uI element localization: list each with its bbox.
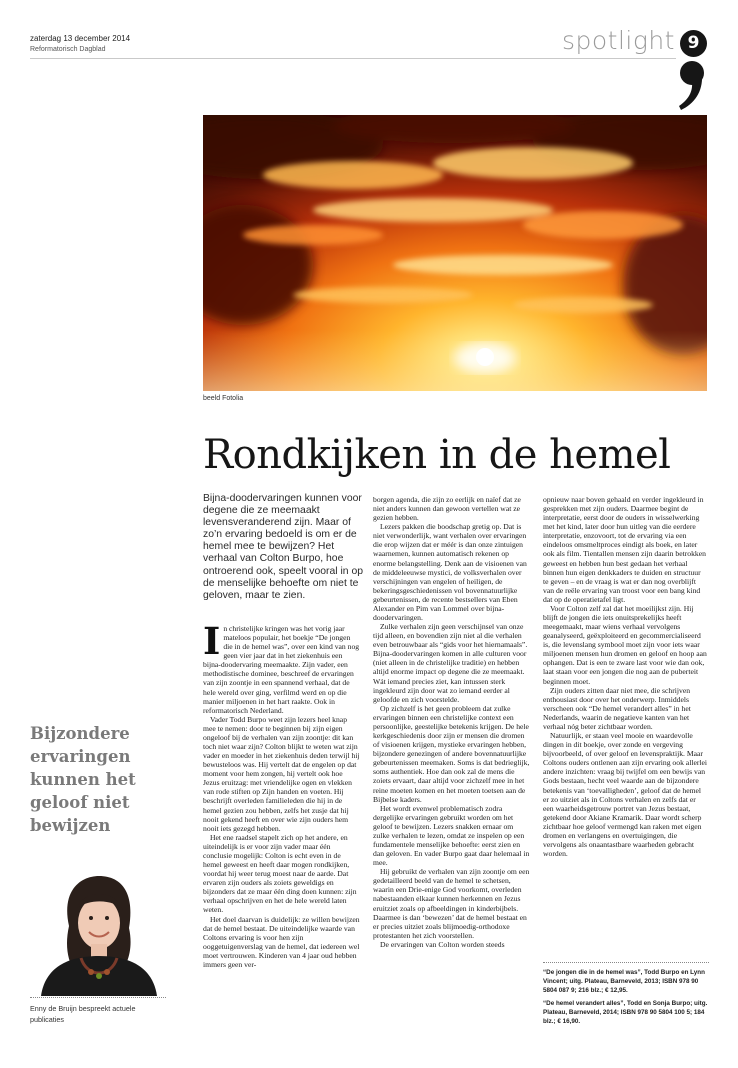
paragraph: opnieuw naar boven gehaald en verder ingekleurd in gesprekken met zijn ouders. Daarmee begint de interpretatie, eerst door de ouders in wisselwerking met het kind, later door hun uitleg van die eerdere interpretatie, enzovoort, tot de ervaring via een eindeloos omsmeltproces eindigt als boek, en later ook als film. Tientallen mensen zijn daarin betrokken geweest en hebben hun best gedaan het verhaal binnen hun eigen denkkaders te duiden en structuur te geven – en de vraag is wat er dan nog overblijft van de reële ervaring van troost voor een bang kind dat op de operatietafel ligt.: [543, 495, 706, 604]
paragraph: borgen agenda, die zijn zo eerlijk en naïef dat ze niet anders kunnen dan gewoon vertellen wat ze gezien hebben.: [373, 495, 521, 523]
drop-cap: I: [203, 619, 221, 663]
paragraph: Lezers pakken die boodschap gretig op. Dat is niet verwonderlijk, want verhalen over ervaringen die erop wijzen dat er méér is dan onze zintuigen waarnemen, kunnen automatisch rekenen op enorme belangstelling. Denk aan de visioenen van de middeleeuwse mystici, de volksverhalen over verschijningen van engelen of heiligen, de bekeringsgeschiedenissen vol bovennatuurlijke gebeurtenissen, de recente bestsellers van Eben Alexander en Pim van Lommel over bijna-doodervaringen.: [373, 522, 527, 623]
author-caption: Enny de Bruijn bespreekt actuele publicaties: [30, 1004, 136, 1024]
book-reference: “De hemel verandert alles”, Todd en Sonja Burpo; uitg. Plateau, Barneveld, 2014; ISBN 978 90 5804 100 5; 184 blz.; € 16,90.: [543, 1000, 708, 1025]
header-rule: [30, 58, 676, 59]
comma-icon: [672, 60, 712, 112]
sunset-sky-illustration: [203, 115, 707, 391]
paragraph: Op zichzelf is het geen probleem dat zulke ervaringen binnen een christelijke context een persoonlijke, geestelijke betekenis krijgen. De hele kerkgeschiedenis door zijn er mensen die dromen of visioenen krijgen, mystieke ervaringen hebben, bijzondere genezingen of andere bovennatuurlijke gebeurtenissen meemaken. Soms is dat bedrieglijk, soms authentiek. Hoe dan ook zal de mens die zoiets ervaart, daar altijd voor zichzelf mee in het reine moeten komen en het moeten toetsen aan de Bijbelse kaders.: [373, 703, 530, 804]
paragraph: Natuurlijk, er staan veel mooie en waardevolle dingen in dit boekje, over zonde en vergeving bijvoorbeeld, of over geloof en levenspraktijk. Maar Coltons ouders ontlenen aan zijn ervaring ook allerlei andere inzichten: vraag bij twijfel om een bewijs van Gods bestaan, hecht veel waarde aan de bijzondere betekenis van ‘toevalligheden’, geloof dat de hemel er zo uitziet als in Coltons verhalen en zelfs dat er een waarheidsgetrouw portret van Jezus bestaat, getekend door Akiane Kramarik. Daar wordt scherp zichtbaar hoe geloof vermengd kan raken met eigen dromen en verlangens en overtuigingen, die vervolgens als onaantastbare waarheden gebracht worden.: [543, 731, 708, 859]
paragraph: Hij gebruikt de verhalen van zijn zoontje om een gedetailleerd beeld van de hemel te schetsen, waarin een Drie-enige God voorkomt, overleden nabestaanden elkaar kunnen herkennen en Jezus eruitziet zoals op afbeeldingen in kinderbijbels. Daarmee is dan ‘bewezen’ dat de hemel bestaat en er precies uitziet zoals blijmoedig-orthodoxe protestanten het zich voorstellen.: [373, 867, 530, 940]
paragraph: De ervaringen van Colton worden steeds: [380, 939, 505, 949]
books-divider: [543, 962, 709, 963]
article-intro: Bijna-doodervaringen kunnen voor degene die ze meemaakt levensveranderend zijn. Maar of zo’n ervaring bedoeld is om er de hemel mee te bewijzen? Het verhaal van Colton Burpo, hoe ontroerend ook, speelt vooral in op de menselijke behoefte om niet te geloven, maar te zien.: [203, 493, 364, 601]
article-column-3: [543, 495, 707, 858]
article-column-1: [203, 619, 361, 969]
book-reference: “De jongen die in de hemel was”, Todd Burpo en Lynn Vincent; uitg. Plateau, Barneveld, 2013; ISBN 978 90 5804 087 9; 216 blz.; € 12,95.: [543, 969, 705, 994]
paragraph: Zulke verhalen zijn geen verschijnsel van onze tijd alleen, en bovendien zijn niet al die verhalen even betrouwbaar als “gids voor het hiernamaals”. Bijna-doodervaringen komen in alle culturen voor (niet alleen in de christelijke traditie) en hebben altijd enorme impact op degene die ze meemaakt. Wát iemand precies ziet, kan intussen sterk ingekleurd zijn door wat zo iemand eerder al geloofde en zich voorstelde.: [373, 622, 528, 704]
paragraph: Het wordt evenwel problematisch zodra dergelijke ervaringen gebruikt worden om het geloof te bewijzen. Lezers snakken ernaar om zulke verhalen te lezen, omdat ze inspelen op een fundamentele menselijke behoefte: eerst zien en dan geloven. En vader Burpo gaat daar helemaal in mee.: [373, 803, 530, 868]
photo-credit: beeld Fotolia: [203, 395, 244, 402]
paragraph: Vader Todd Burpo weet zijn lezers heel knap mee te nemen: door te beginnen bij zijn eigen ongeloof bij de verhalen van zijn zoontje: dit kan toch niet waar zijn? Colton blijkt te weten wat zijn vader en moeder in het ziekenhuis deden terwijl hij bewusteloos was. Hij vertelt dat de engelen op dat moment voor hem zongen, hij vertelt ook hoe Jezus eruitzag: met vriendelijke ogen en vlekken van rode stiften op Zijn handen en voeten. Hij beschrijft overleden familieleden die hij in de hemel gezien zou hebben, zelfs het zusje dat hij nooit gekend heeft en over wie zijn ouders hem nooit iets gezegd hebben.: [203, 714, 360, 833]
author-divider: [30, 997, 166, 998]
page-number: 9: [687, 33, 700, 53]
paragraph: Voor Colton zelf zal dat het moeilijkst zijn. Hij blijft de jongen die iets onuitsprekelijks heeft meegemaakt, maar wiens verhaal vervolgens geanalyseerd, geëxploiteerd en gecommercialiseerd is, die levenslang symbool moet zijn voor iets waar miljoenen mensen hun dromen en geloof en hoop aan ophangen. Dat is een te zware last voor wie dan ook, laat staan voor een jongen die nog aan de puberteit beginnen moet.: [543, 603, 707, 686]
paragraph: Het doel daarvan is duidelijk: ze willen bewijzen dat de hemel bestaat. De uiteindelijke waarde van Coltons ervaring is voor hen zijn ooggetuigenverslag van de hemel, dat iedereen wel moet vertrouwen. Kinderen van 4 jaar oud hebben immers geen ver-: [203, 914, 360, 969]
paragraph: Zijn ouders zitten daar niet mee, die schrijven enthousiast door over het onderwerp. Inmiddels verscheen ook “De hemel verandert alles” in het Nederlands, waarin de negatieve kanten van het verhaal nóg beter zichtbaar worden.: [543, 685, 691, 731]
paragraph: Het ene raadsel stapelt zich op het andere, en uiteindelijk is er voor zijn vader maar één conclusie mogelijk: Colton is echt even in de hemel geweest en heeft daar mogen rondkijken, voordat hij weer terug moest naar de aarde. Dat ervaren zijn ouders als zoiets geweldigs en bijzonders dat ze maar één ding doen kunnen: zijn verhaal opschrijven en het de hele wereld laten weten.: [203, 832, 357, 915]
article-headline: Rondkijken in de hemel: [203, 432, 671, 478]
pull-quote: Bijzondere ervaringen kunnen het geloof niet bewijzen: [30, 724, 136, 835]
section-title: spotlight: [561, 26, 675, 55]
author-photo: [37, 868, 160, 996]
issue-date: zaterdag 13 december 2014: [30, 34, 131, 43]
book-references: [543, 968, 709, 1030]
newspaper-name: Reformatorisch Dagblad: [30, 46, 106, 53]
paragraph: In christelijke kringen was het vorig jaar mateloos populair, het boekje “De jongen die in de hemel was”, over een kind van nog geen vier jaar dat in het ziekenhuis een bijna-doodervaring meemaakte. Zijn vader, een methodistische dominee, beschreef de ervaringen van zijn zoontje in een spannend verhaal, dat de hele wereld over ging, verfilmd werd en op die manier miljoenen in het hart raakte. Ook in reformatorisch Nederland.: [203, 619, 360, 715]
article-column-2: [373, 495, 531, 949]
sunset-sky-photo: [203, 115, 707, 391]
